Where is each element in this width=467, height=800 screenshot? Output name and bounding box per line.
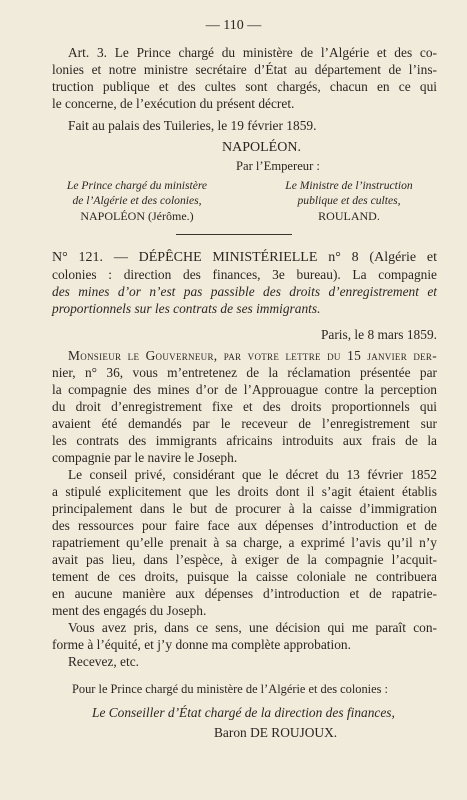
body-line: nier, n° 36, vous m’entretenez de la réclamation présentée par	[52, 365, 437, 380]
body-line: principalement dans le but de procurer à la caisse d’immigration	[52, 501, 437, 516]
separator-rule	[176, 234, 292, 235]
body-line: Le conseil privé, considérant que le décret du 13 février 1852	[68, 467, 437, 482]
body-line: Recevez, etc.	[68, 654, 139, 669]
body-line: forme à l’équité, et j’y donne ma complète approbation.	[52, 637, 351, 652]
body-line: du droit d’enregistrement fixe et des droits proportionnels qui	[52, 399, 437, 414]
body-line: les contrats des immigrants africains introduits aux frais de la	[52, 433, 437, 448]
closing-for-prince: Pour le Prince chargé du ministère de l’Algérie et des colonies :	[72, 682, 388, 696]
left-signature-name: NAPOLÉON (Jérôme.)	[80, 209, 194, 223]
right-signature-name: ROULAND.	[318, 209, 380, 223]
place-date: Fait au palais des Tuileries, le 19 février 1859.	[68, 118, 317, 133]
dispatch-heading: N° 121. — DÉPÊCHE MINISTÉRIELLE n° 8 (Algérie et	[52, 250, 437, 265]
decree-line: truction publique et des cultes sont chargés, chacun en ce qui	[52, 79, 437, 94]
body-line: des ressources pour faire face aux dépenses d’introduction et de	[52, 518, 437, 533]
page-number: — 110 —	[205, 18, 262, 33]
body-line: a stipulé explicitement que les droits dont il s’agit étaient établis	[52, 484, 437, 499]
right-signature-title-1: Le Ministre de l’instruction	[285, 179, 413, 192]
decree-line: lonies et notre ministre secrétaire d’État au département de l’ins-	[52, 62, 437, 77]
dispatch-heading: colonies : direction des finances, 3e bureau). La compagnie	[52, 267, 437, 282]
body-line: rapatriement qu’elle prenait à sa charge, a exprimé l’avis qu’il n’y	[52, 535, 437, 550]
body-line: avaient été demandés par le receveur de l’enregistrement sur	[52, 416, 437, 431]
right-signature-title-2: publique et des cultes,	[297, 194, 401, 207]
closing-baron: Baron DE ROUJOUX.	[214, 725, 338, 740]
decree-line: Art. 3. Le Prince chargé du ministère de l’Algérie et des co-	[68, 45, 437, 60]
dispatch-heading: des mines d’or n’est pas passible des droits d’enregistrement et	[52, 284, 437, 299]
closing-counsellor: Le Conseiller d’État chargé de la direction des finances,	[92, 705, 395, 720]
par-empereur: Par l’Empereur :	[236, 159, 320, 173]
body-line: compagnie par le navire le Joseph.	[52, 450, 238, 465]
decree-line: le concerne, de l’exécution du présent décret.	[52, 96, 295, 111]
left-signature-title-2: de l’Algérie et des colonies,	[72, 194, 202, 207]
body-line: la compagnie des mines d’or de l’Approuague contre la perception	[52, 382, 437, 397]
left-signature-title-1: Le Prince chargé du ministère	[66, 179, 208, 192]
body-line: avait pas lieu, dans l’espèce, à exiger de la compagnie l’acquit-	[52, 552, 437, 567]
dispatch-heading: proportionnels sur les contrats de ses immigrants.	[52, 301, 321, 316]
body-line: tement de ces droits, puisque la caisse coloniale ne contribuera	[52, 569, 437, 584]
body-line: Monsieur le Gouverneur, par votre lettre du 15 janvier der-	[68, 348, 437, 363]
body-line: en aucune manière aux dépenses d’introduction et de rapatrie-	[52, 586, 437, 601]
dateline: Paris, le 8 mars 1859.	[320, 327, 437, 342]
signer-name: NAPOLÉON.	[222, 140, 301, 155]
body-line: ment des engagés du Joseph.	[52, 603, 207, 618]
body-line: Vous avez pris, dans ce sens, une décision qui me paraît con-	[68, 620, 437, 635]
